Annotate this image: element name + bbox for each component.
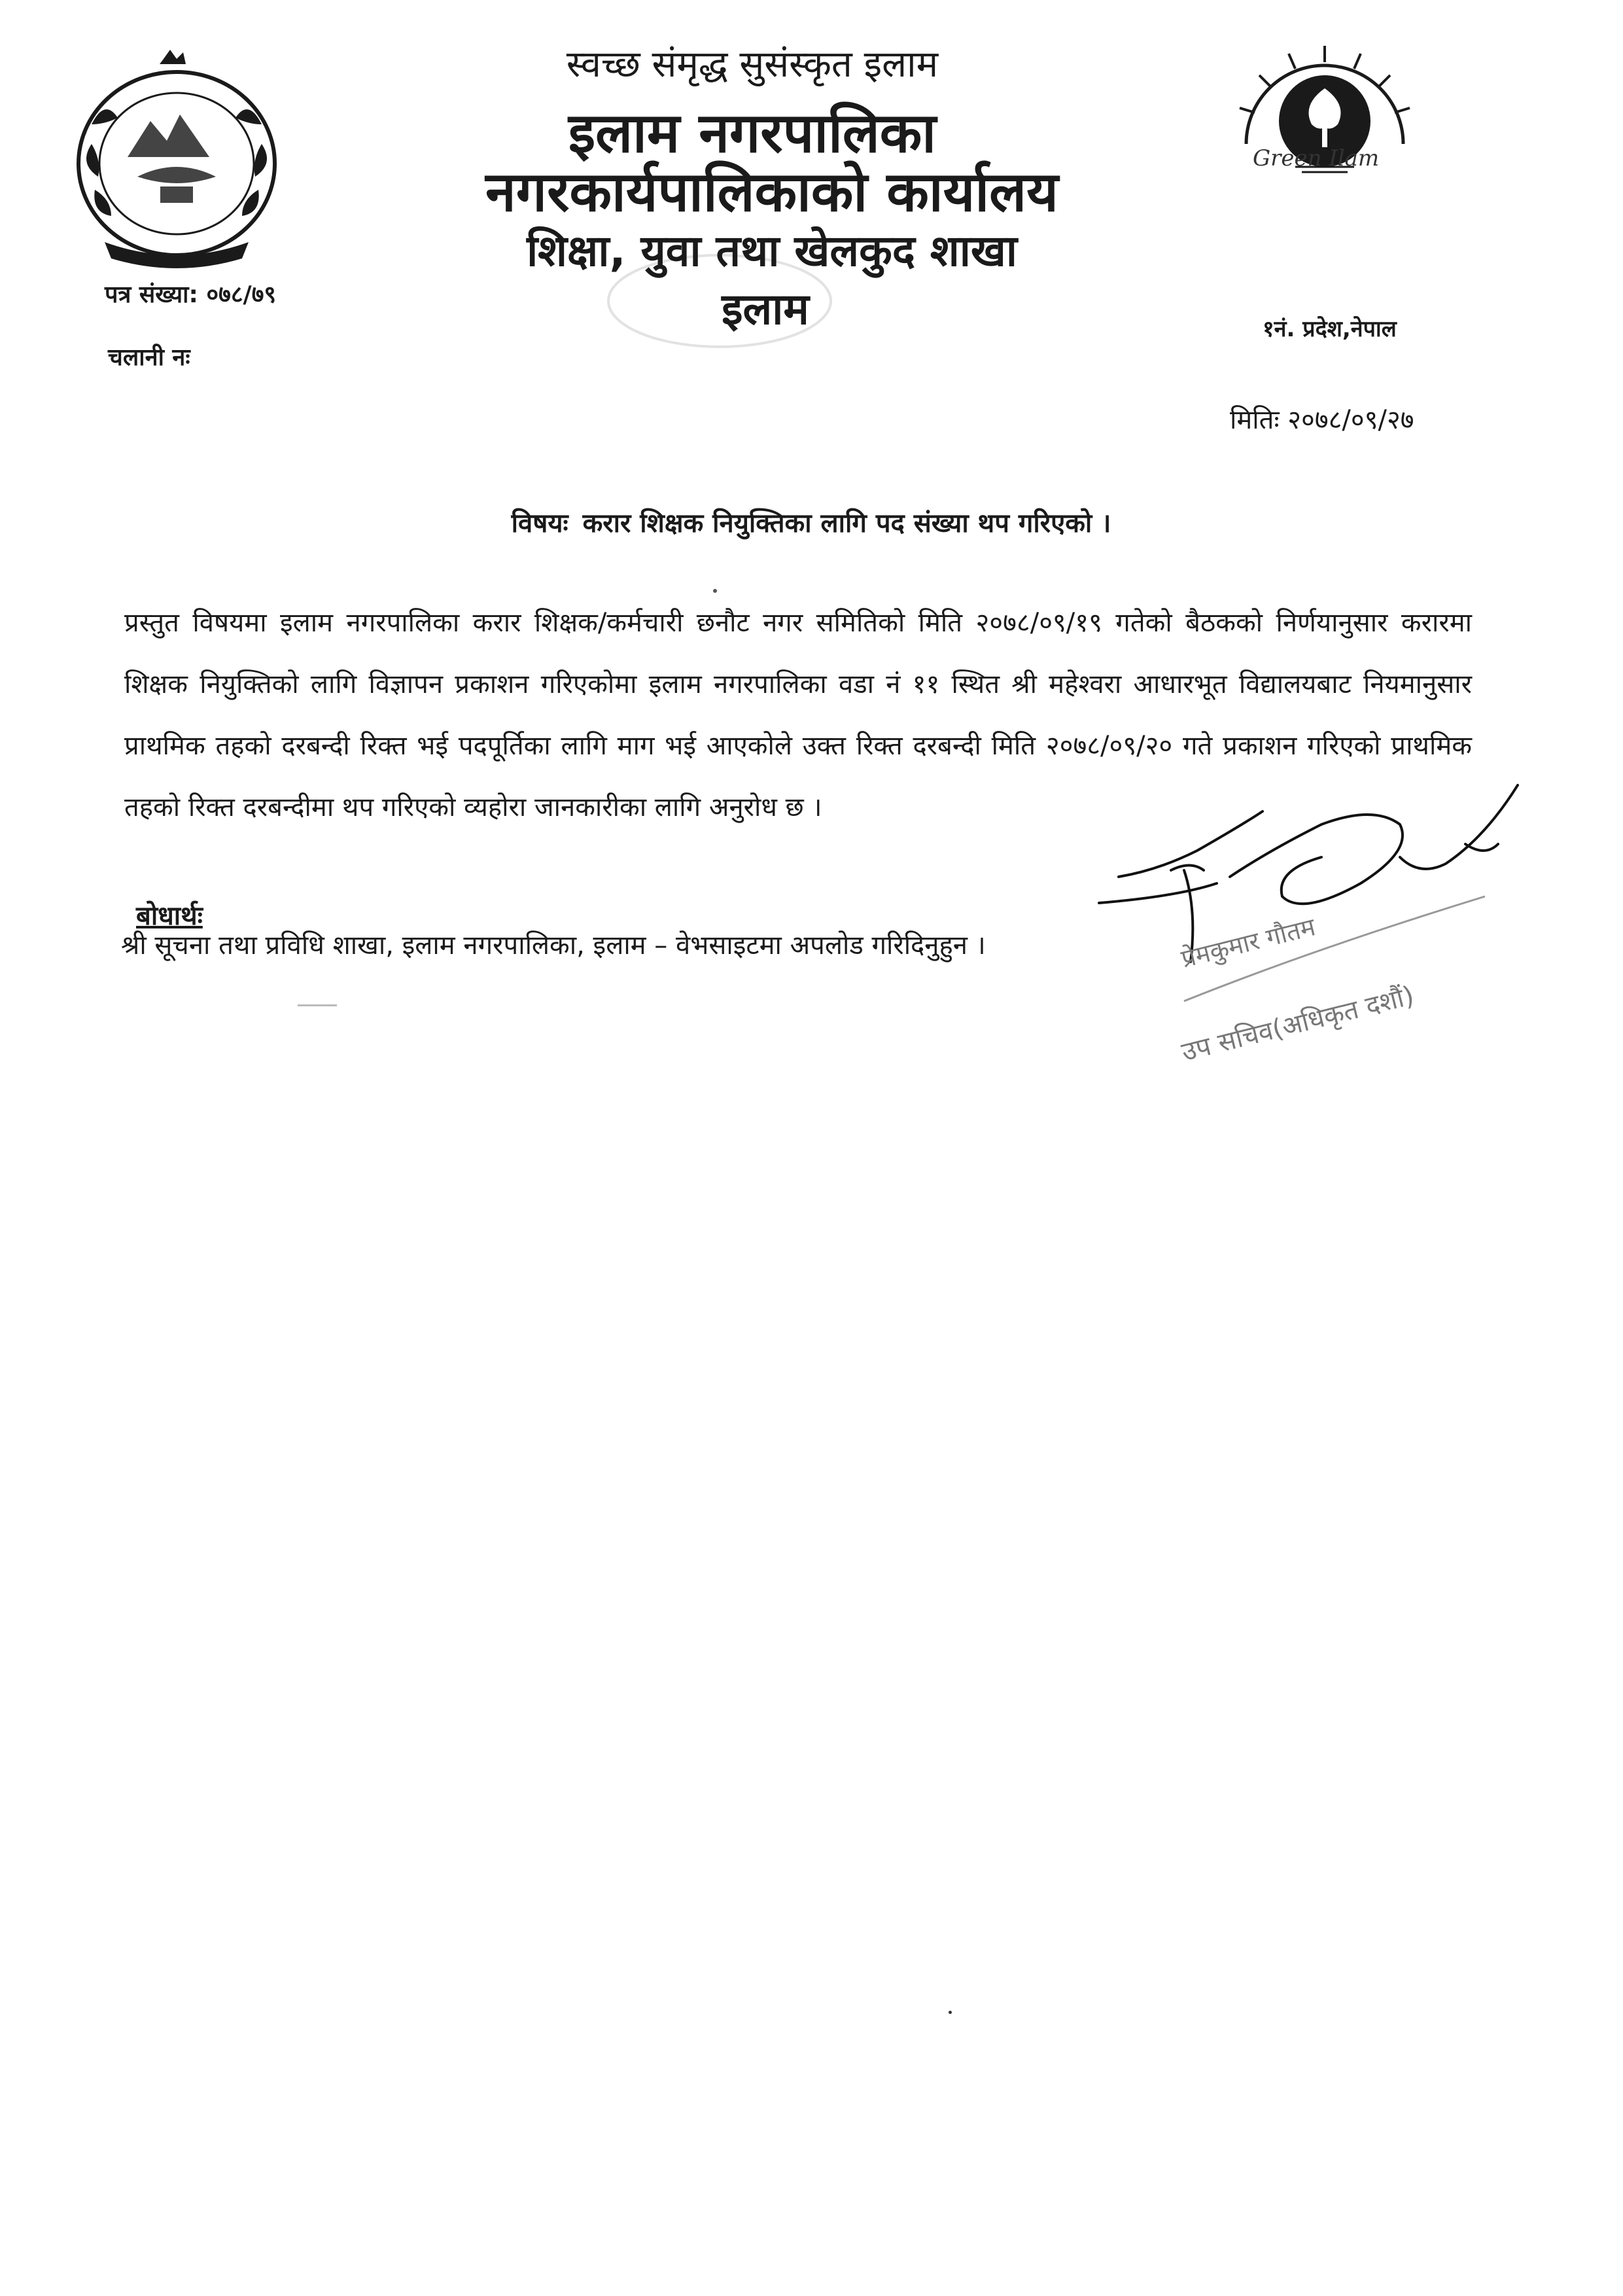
nepal-emblem-logo [52, 46, 301, 281]
scan-speck [949, 2011, 952, 2014]
subject-line [196, 504, 1426, 540]
branch-name: शिक्षा, युवा तथा खेलकुद शाखा [527, 226, 1017, 276]
scan-speck [713, 589, 717, 593]
cc-text: श्री सूचना तथा प्रविधि शाखा, इलाम नगरपालिका, इलाम – वेभसाइटमा अपलोड गरिदिनुहुन । [121, 930, 986, 961]
city-name: इलाम [722, 284, 809, 334]
green-ilam-text: Green Ilam [1253, 145, 1380, 171]
cc-label: बोधार्थः [136, 901, 203, 931]
org-name: इलाम नगरपालिका [568, 101, 937, 165]
dispatch-number: चलानी नः [108, 344, 190, 371]
subject-text: करार शिक्षक नियुक्तिका लागि पद संख्या थप गरिएको । [582, 508, 1111, 539]
letter-body: प्रस्तुत विषयमा इलाम नगरपालिका करार शिक्षक/कर्मचारी छनौट नगर समितिको मिति २०७८/०९/१९ गतेको बैठकको निर्णयानुसार करारमा शिक्षक नियुक्तिको लागि विज्ञापन प्रकाशन गरिएकोमा इलाम नगरपालिका वडा नं ११ स्थित श्री महेश्वरा आधारभूत विद्यालयबाट नियमानुसार प्राथमिक तहको दरबन्दी रिक्त भई पदपूर्तिका लागि माग भई आएकोले उक्त रिक्त दरबन्दी मिति २०७८/०९/२० गते प्रकाशन गरिएको प्राथमिक तहको रिक्त दरबन्दीमा थप गरिएको व्यहोरा जानकारीका लागि अनुरोध छ । [124, 608, 1472, 822]
green-ilam-logo [1217, 39, 1433, 196]
office-name: नगरकार्यपालिकाको कार्यालय [485, 160, 1058, 224]
letter-date: मितिः २०७८/०९/२७ [1230, 405, 1414, 435]
reference-number: पत्र संख्या: ०७८/७९ [105, 281, 277, 308]
signatory-title: उप सचिव(अधिकृत दशौं) [1178, 980, 1418, 1068]
signatory-name: प्रेमकुमार गौतम [1178, 912, 1318, 974]
header-motto: स्वच्छ संमृद्ध सुसंस्कृत इलाम [566, 43, 939, 86]
province-label: १नं. प्रदेश,नेपाल [1263, 316, 1397, 342]
scan-mark [298, 1004, 337, 1006]
subject-label: विषयः [511, 508, 568, 539]
